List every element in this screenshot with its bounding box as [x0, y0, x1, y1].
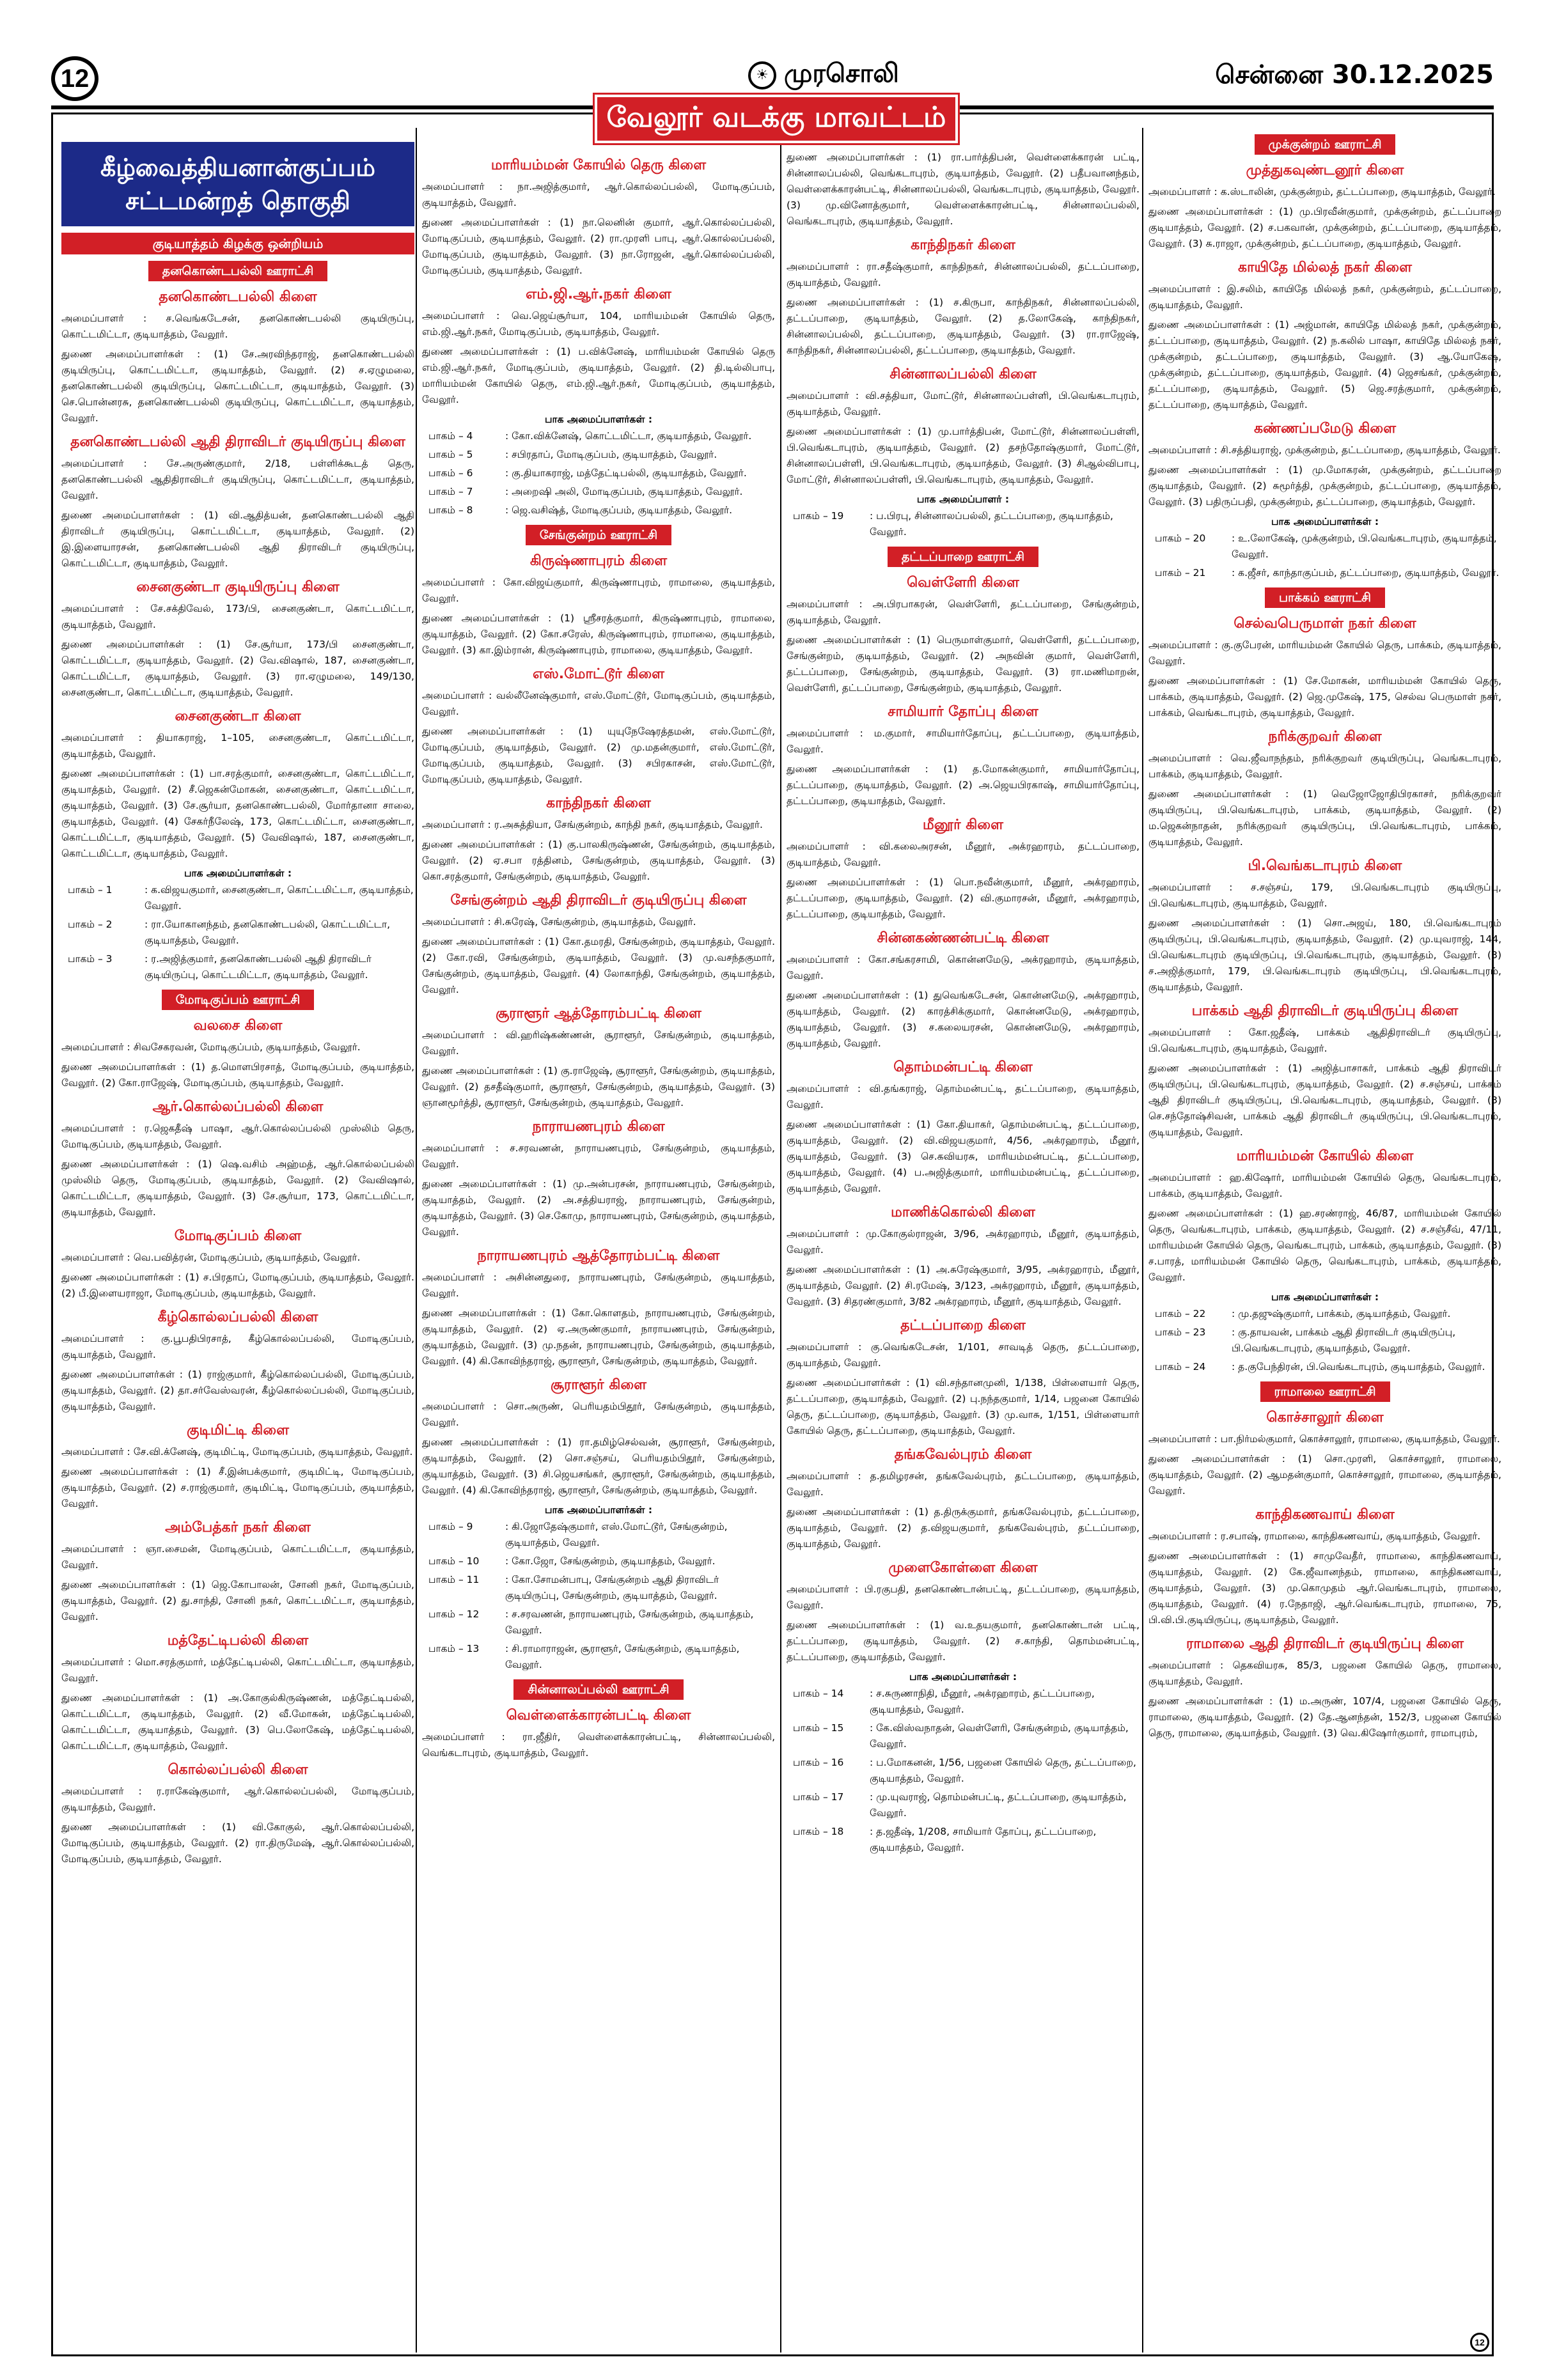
section-agent-name: : கோ.விக்னேஷ், கொட்டமிட்டா, குடியாத்தம், வேலூர்.	[505, 430, 752, 442]
organiser-entry: அமைப்பாளர் : க.ஸ்டாலின், முக்குன்றம், தட்டப்பாறை, குடியாத்தம், வேலூர்.	[1148, 186, 1496, 198]
section-agents-heading: பாக அமைப்பாளர்கள் :	[1271, 516, 1379, 527]
deputy-entry: துணை அமைப்பாளர்கள் : (1) ஹ.சரண்ராஜ், 46/87, மாரியம்மன் கோயில் தெரு, வெங்கடாபுரம், பாக்கம், குடியாத்தம், வேலூர். (2) ச.சஞ்சீவ், 47/11, மாரியம்மன் கோயில் தெரு, வெங்கடாபுரம், பாக்கம், குடியாத்தம், வேலூர். (3) ச.பாரத், மாரியம்மன் கோயில் தெரு, வெங்கடாபுரம், பாக்கம், குடியாத்தம், வேலூர்.	[1148, 1208, 1501, 1283]
deputy-entry: துணை அமைப்பாளர்கள் : (1) சாமுவேதீர், ராமாலை, காந்திகணவாய், குடியாத்தம், வேலூர். (2) கே.ஜீவானந்தம், ராமாலை, காந்திகணவாய், குடியாத்தம், வேலூர். (3) மு.கொமுதம் ஆர்.வெங்கடாபுரம், ராமாலை, குடியாத்தம், வேலூர். (4) ர.நேதாஜி, ஆர்.வெங்கடாபுரம், ராமாலை, 75, பி.வி.பி.குடியிருப்பு, குடியாத்தம், வேலூர்.	[1148, 1550, 1501, 1626]
panchayat-heading: ராமாலை ஊராட்சி	[1148, 1381, 1501, 1402]
branch-heading: சேங்குன்றம் ஆதி திராவிடர் குடியிருப்பு கிளை	[450, 892, 747, 908]
branch-heading: சைனகுண்டா கிளை	[175, 708, 301, 724]
section-agent-name: : கி.ஜோதேஷ்குமார், எஸ்.மோட்டூர், சேங்குன்றம், குடியாத்தம், வேலூர்.	[505, 1521, 728, 1548]
branch-heading: தட்டப்பாறை கிளை	[900, 1318, 1026, 1334]
footer-page-number: 12	[1470, 2333, 1489, 2352]
section-agent-name: : சி.ராமாராஜன், சூராளூர், சேங்குன்றம், குடியாத்தம், வேலூர்.	[505, 1643, 740, 1670]
organiser-entry: அமைப்பாளர் : கு.வெங்கடேசன், 1/101, சாவடித் தெரு, தட்டப்பாறை, குடியாத்தம், வேலூர்.	[787, 1341, 1140, 1369]
branch-heading: மீனூர் கிளை	[923, 817, 1003, 833]
section-number: பாகம் – 9	[428, 1521, 473, 1532]
deputy-entry: துணை அமைப்பாளர்கள் : (1) அஜித்பாசாகர், பாக்கம் ஆதி திராவிடர் குடியிருப்பு, பி.வெங்கடாபுரம், குடியாத்தம், வேலூர். (2) ச.சஞ்சய், பாக்கம் ஆதி திராவிடர் குடியிருப்பு, பி.வெங்கடாபுரம், குடியாத்தம், வேலூர். (3) செ.சந்தோஷ்சிவன், பாக்கம் ஆதி திராவிடர் குடியிருப்பு, பி.வெங்கடாபுரம், குடியாத்தம், வேலூர்.	[1148, 1062, 1501, 1138]
section-number: பாகம் – 16	[793, 1757, 844, 1768]
branch-heading: காந்திகணவாய் கிளை	[1255, 1507, 1395, 1523]
section-agent-row	[1148, 1325, 1501, 1357]
section-number: பாகம் – 10	[428, 1555, 480, 1567]
section-number: பாகம் – 15	[793, 1722, 844, 1734]
section-number: பாகம் – 6	[428, 467, 473, 479]
section-agent-row	[1148, 565, 1501, 581]
branch-heading: தொம்மன்பட்டி கிளை	[893, 1059, 1033, 1075]
organiser-entry: அமைப்பாளர் : வி.தங்கராஜ், தொம்மன்பட்டி, தட்டப்பாறை, குடியாத்தம், வேலூர்.	[787, 1083, 1140, 1110]
deputy-entry: துணை அமைப்பாளர்கள் : (1) பொ.நவீன்குமார், மீனூர், அக்ரஹாரம், தட்டப்பாறை, குடியாத்தம், வேலூர். (2) வி.குமாரசன், மீனூர், அக்ரஹாரம், தட்டப்பாறை, குடியாத்தம், வேலூர்.	[787, 876, 1140, 920]
section-number: பாகம் – 2	[68, 919, 113, 930]
deputy-entry: துணை அமைப்பாளர்கள் : (1) த.மொளபிரசாத், மோடிகுப்பம், குடியாத்தம், வேலூர். (2) கோ.ராஜேஷ், மோடிகுப்பம், குடியாத்தம், வேலூர்.	[61, 1061, 414, 1089]
deputy-entry: துணை அமைப்பாளர்கள் : (1) ஷெ.வசிம் அஹ்மத், ஆர்.கொல்லப்பல்லி முஸ்லிம் தெரு, மோடிகுப்பம், குடியாத்தம், வேலூர். (2) வேவிஷால், கொட்டமிட்டா, குடியாத்தம், வேலூர். (3) சே.சூர்யா, 173, கொட்டமிட்டா, குடியாத்தம், வேலூர்.	[61, 1158, 414, 1218]
organiser-entry: அமைப்பாளர் : வெ.ஜெய்சூர்யா, 104, மாரியம்மன் கோயில் தெரு, எம்.ஜி.ஆர்.நகர், மோடிகுப்பம், குடியாத்தம், வேலூர்.	[422, 310, 775, 338]
organiser-entry: அமைப்பாளர் : சே.சக்திவேல், 173/பி, சைனகுண்டா, கொட்டமிட்டா, குடியாத்தம், வேலூர்.	[61, 603, 414, 630]
section-number: பாகம் – 4	[428, 430, 473, 442]
panchayat-heading: முக்குன்றம் ஊராட்சி	[1148, 134, 1501, 155]
organiser-entry: அமைப்பாளர் : ச.சஞ்சய், 179, பி.வெங்கடாபுரம் குடியிருப்பு, பி.வெங்கடாபுரம், குடியாத்தம், வேலூர்.	[1148, 882, 1501, 909]
section-agent-name: : ப.மோகனன், 1/56, பஜனை கோயில் தெரு, தட்டப்பாறை, குடியாத்தம், வேலூர்.	[870, 1757, 1136, 1784]
organiser-entry: அமைப்பாளர் : வெ.பவித்ரன், மோடிகுப்பம், குடியாத்தம், வேலூர்.	[61, 1252, 361, 1263]
branch-heading: வெள்ளைக்காரன்பட்டி கிளை	[506, 1707, 691, 1723]
branch-heading: தனகொண்டபல்லி கிளை	[159, 289, 317, 305]
section-agent-row	[787, 1720, 1140, 1752]
organiser-entry: அமைப்பாளர் : சே.வி.க்னேஷ், குடிமிட்டி, மோடிகுப்பம், குடியாத்தம், வேலூர்.	[61, 1446, 413, 1458]
section-agent-row	[1148, 1306, 1501, 1322]
column-divider	[416, 128, 417, 2353]
section-agent-name: : த.குபேந்திரன், பி.வெங்கடாபுரம், குடியாத்தம், வேலூர்.	[1232, 1361, 1485, 1373]
branch-heading: ராமாலை ஆதி திராவிடர் குடியிருப்பு கிளை	[1186, 1636, 1464, 1652]
section-agents-list	[1148, 531, 1501, 581]
organiser-entry: அமைப்பாளர் : ம.குமார், சாமியார்தோப்பு, தட்டப்பாறை, குடியாத்தம், வேலூர்.	[787, 727, 1140, 755]
panchayat-heading: தனகொண்டபல்லி ஊராட்சி	[61, 261, 414, 281]
section-number: பாகம் – 12	[428, 1608, 480, 1620]
organiser-entry: அமைப்பாளர் : அசின்னதுரை, நாராயணபுரம், சேங்குன்றம், குடியாத்தம், வேலூர்.	[422, 1272, 775, 1299]
deputy-entry: துணை அமைப்பாளர்கள் : (1) த.திருக்குமார், தங்கவேல்புரம், தட்டப்பாறை, குடியாத்தம், வேலூர். (2) த.விஜயகுமார், தங்கவேல்புரம், தட்டப்பாறை, குடியாத்தம், வேலூர்.	[787, 1506, 1140, 1550]
branch-heading: தங்கவேல்புரம் கிளை	[894, 1447, 1032, 1463]
section-agent-name: : ஜெ.வசிஷ்த், மோடிகுப்பம், குடியாத்தம், வேலூர்.	[505, 504, 733, 516]
section-agent-name: : கு.தாயவன், பாக்கம் ஆதி திராவிடர் குடியிருப்பு, பி.வெங்கடாபுரம், குடியாத்தம், வேலூர்.	[1232, 1326, 1456, 1354]
branch-heading: ஆர்.கொல்லப்பல்லி கிளை	[152, 1099, 324, 1115]
branch-heading: மாரியம்மன் கோயில் தெரு கிளை	[490, 157, 707, 173]
organiser-entry: அமைப்பாளர் : இ.சலிம், காயிதே மில்லத் நகர், முக்குன்றம், தட்டப்பாறை, குடியாத்தம், வேலூர்.	[1148, 283, 1501, 311]
organiser-entry: அமைப்பாளர் : வெ.ஜீவாநந்தம், நரிக்குறவர் குடியிருப்பு, வெங்கடாபுரம், பாக்கம், குடியாத்தம், வேலூர்.	[1148, 752, 1501, 780]
section-number: பாகம் – 19	[793, 510, 844, 522]
section-agents-list	[422, 1519, 775, 1673]
section-number: பாகம் – 5	[428, 449, 473, 460]
deputy-entry: துணை அமைப்பாளர்கள் : (1) கோ.கொளதம், நாராயணபுரம், சேங்குன்றம், குடியாத்தம், வேலூர். (2) ஏ.அருண்குமார், நாராயணபுரம், சேங்குன்றம், குடியாத்தம், வேலூர். (3) மு.நதன், நாராயணபுரம், சேங்குன்றம், குடியாத்தம், வேலூர். (4) கி.கோவிந்தராஜ், சூராளூர், சேங்குன்றம், குடியாத்தம், வேலூர்.	[422, 1307, 775, 1367]
section-agents-list	[61, 882, 414, 983]
branch-heading: சின்னகண்ணன்பட்டி கிளை	[877, 930, 1049, 946]
section-agent-name: : கோ.ஜோ, சேங்குன்றம், குடியாத்தம், வேலூர்.	[505, 1555, 716, 1567]
branch-heading: கொல்லப்பல்லி கிளை	[168, 1762, 308, 1778]
panchayat-heading: மோடிகுப்பம் ஊராட்சி	[61, 990, 414, 1010]
deputy-entry: துணை அமைப்பாளர்கள் : (1) ச.பிரதாப், மோடிகுப்பம், குடியாத்தம், வேலூர். (2) பீ.இளையராஜா, மோடிகுப்பம், குடியாத்தம், வேலூர்.	[61, 1272, 414, 1299]
organiser-entry: அமைப்பாளர் : வி.சத்தியா, மோட்டூர், சின்னாலப்பள்ளி, பி.வெங்கடாபுரம், குடியாத்தம், வேலூர்.	[787, 390, 1140, 417]
section-agents-list	[787, 1686, 1140, 1856]
organiser-entry: அமைப்பாளர் : ர.ஜெகதீஷ் பாஷா, ஆர்.கொல்லப்பல்லி முஸ்லிம் தெரு, மோடிகுப்பம், குடியாத்தம், வேலூர்.	[61, 1123, 414, 1150]
deputy-entry: துணை அமைப்பாளர்கள் : (1) பெருமாள்குமார், வெள்ளேரி, தட்டப்பாறை, சேங்குன்றம், குடியாத்தம், வேலூர். (2) அநவின் குமார், வெள்ளேரி, தட்டப்பாறை, சேங்குன்றம், குடியாத்தம், வேலூர். (3) ரா.மணிமாறன், வெள்ளேரி, தட்டப்பாறை, சேங்குன்றம், குடியாத்தம், வேலூர்.	[787, 634, 1140, 694]
section-number: பாகம் – 18	[793, 1826, 844, 1837]
section-agent-name: : ச.சரவணன், நாராயணபுரம், சேங்குன்றம், குடியாத்தம், வேலூர்.	[505, 1608, 754, 1636]
organiser-entry: அமைப்பாளர் : தியாகராஜ், 1–105, சைனகுண்டா, கொட்டமிட்டா, குடியாத்தம், வேலூர்.	[61, 732, 414, 759]
section-agent-row	[422, 1606, 775, 1638]
section-number: பாகம் – 3	[68, 953, 113, 965]
branch-heading: மத்தேட்டிபல்லி கிளை	[167, 1633, 309, 1649]
section-number: பாகம் – 21	[1155, 567, 1206, 579]
organiser-entry: அமைப்பாளர் : ச.வெங்கடேசன், தனகொண்டபல்லி குடியிருப்பு, கொட்டமிட்டா, குடியாத்தம், வேலூர்.	[61, 313, 414, 340]
section-agent-row	[422, 1572, 775, 1604]
panchayat-heading: பாக்கம் ஊராட்சி	[1148, 587, 1501, 608]
section-agent-name: : கே.விஸ்வநாதன், வெள்ளேரி, சேங்குன்றம், குடியாத்தம், வேலூர்.	[870, 1722, 1129, 1750]
branch-heading: நரிக்குறவர் கிளை	[1268, 729, 1382, 745]
deputy-entry: துணை அமைப்பாளர்கள் : (1) த.மோகன்குமார், சாமியார்தோப்பு, தட்டப்பாறை, குடியாத்தம், வேலூர். (2) அ.ஜெயபிரகாஷ், சாமியார்தோப்பு, தட்டப்பாறை, குடியாத்தம், வேலூர்.	[787, 763, 1140, 807]
column-3	[787, 132, 1140, 1858]
edition-date: சென்னை 30.12.2025	[1215, 60, 1494, 89]
branch-heading: அம்பேத்கர் நகர் கிளை	[165, 1520, 311, 1536]
section-number: பாகம் – 11	[428, 1574, 480, 1585]
section-agent-row	[422, 447, 775, 463]
panchayat-heading: தட்டப்பாறை ஊராட்சி	[787, 547, 1140, 567]
organiser-entry: அமைப்பாளர் : கோ.ஜதீஷ், பாக்கம் ஆதிதிராவிடர் குடியிருப்பு, பி.வெங்கடாபுரம், குடியாத்தம், வேலூர்.	[1148, 1027, 1501, 1054]
organiser-entry: அமைப்பாளர் : வி.ஹரிஷ்கண்ணன், சூராளூர், சேங்குன்றம், குடியாத்தம், வேலூர்.	[422, 1029, 775, 1057]
organiser-entry: அமைப்பாளர் : நா.அஜித்குமார், ஆர்.கொல்லப்பல்லி, மோடிகுப்பம், குடியாத்தம், வேலூர்.	[422, 181, 775, 208]
deputy-entry: துணை அமைப்பாளர்கள் : (1) மு.பார்த்திபன், மோட்டூர், சின்னாலப்பள்ளி, பி.வெங்கடாபுரம், குடியாத்தம், வேலூர். (2) தசந்தோஷ்குமார், மோட்டூர், சின்னாலப்பள்ளி, பி.வெங்கடாபுரம், குடியாத்தம், வேலூர். (3) சிஆல்விபாபு, மோட்டூர், சின்னாலப்பள்ளி, பி.வெங்கடாபுரம், குடியாத்தம், வேலூர்.	[787, 426, 1140, 485]
section-agent-name: : ச.சுருணாநிதி, மீனூர், அக்ரஹாரம், தட்டப்பாறை, குடியாத்தம், வேலூர்.	[870, 1688, 1095, 1715]
deputy-entry: துணை அமைப்பாளர்கள் : (1) ஸ்ரீசரத்குமார், கிருஷ்ணாபுரம், ராமாலை, குடியாத்தம், வேலூர். (2) கோ.சரேஸ், கிருஷ்ணாபுரம், ராமாலை, குடியாத்தம், வேலூர். (3) கா.இம்ரான், கிருஷ்ணாபுரம், ராமாலை, குடியாத்தம், வேலூர்.	[422, 612, 775, 656]
section-agent-row	[422, 428, 775, 444]
section-number: பாகம் – 14	[793, 1688, 844, 1699]
deputy-entry: துணை அமைப்பாளர்கள் : (1) கோ.தியாகர், தொம்மன்பட்டி, தட்டப்பாறை, குடியாத்தம், வேலூர். (2) வி.விஜயகுமார், 4/56, அக்ரஹாரம், மீனூர், குடியாத்தம், வேலூர். (3) செ.கவியரசு, மாரியம்மன்பட்டி, தட்டப்பாறை, குடியாத்தம், வேலூர். (4) ப.அஜித்குமார், மாரியம்மன்பட்டி, தட்டப்பாறை, குடியாத்தம், வேலூர்.	[787, 1119, 1140, 1194]
branch-heading: தனகொண்டபல்லி ஆதி திராவிடர் குடியிருப்பு கிளை	[70, 434, 405, 450]
column-1	[61, 142, 414, 1871]
section-agent-row	[787, 1824, 1140, 1856]
section-agent-name: : ப.பிரபு, சின்னாலப்பல்லி, தட்டப்பாறை, குடியாத்தம், வேலூர்.	[870, 510, 1113, 538]
deputy-entry: துணை அமைப்பாளர்கள் : (1) ம.அருண், 107/4, பஜனை கோயில் தெரு, ராமாலை, குடியாத்தம், வேலூர். (2) தே.ஆனந்தன், 152/3, பஜனை கோயில் தெரு, ராமாலை, குடியாத்தம், வேலூர். (3) வெ.கிஷோர்குமார், ராமாபுரம்,	[1148, 1695, 1501, 1739]
branch-heading: நாராயணபுரம் ஆத்தோரம்பட்டி கிளை	[477, 1248, 720, 1264]
section-agents-heading: பாக அமைப்பாளர்கள் :	[544, 1504, 653, 1516]
section-agents-heading: பாக அமைப்பாளர்கள் :	[1271, 1291, 1379, 1303]
organiser-entry: அமைப்பாளர் : மொ.சரத்குமார், மத்தேட்டிபல்லி, கொட்டமிட்டா, குடியாத்தம், வேலூர்.	[61, 1656, 414, 1684]
section-agent-name: : கோ.சோமன்பாபு, சேங்குன்றம் ஆதி திராவிடர் குடியிருப்பு, சேங்குன்றம், குடியாத்தம், வேலூர்.	[505, 1574, 719, 1601]
section-agent-name: : த.ஜதீஷ், 1/208, சாமியார் தோப்பு, தட்டப்பாறை, குடியாத்தம், வேலூர்.	[870, 1826, 1097, 1853]
organiser-entry: அமைப்பாளர் : சே.அருண்குமார், 2/18, பள்ளிக்கூடத் தெரு, தனகொண்டபல்லி ஆதிதிராவிடர் குடியிருப்பு, கொட்டமிட்டா, குடியாத்தம், வேலூர்.	[61, 458, 414, 501]
branch-heading: சாமியார் தோப்பு கிளை	[888, 704, 1038, 720]
organiser-entry: அமைப்பாளர் : மு.கோகுல்ராஜன், 3/96, அக்ரஹாரம், மீனூர், குடியாத்தம், வேலூர்.	[787, 1228, 1140, 1256]
organiser-entry: அமைப்பாளர் : சொ.அருண், பெரியதம்பிதூர், சேங்குன்றம், குடியாத்தம், வேலூர்.	[422, 1401, 775, 1428]
deputy-entry: துணை அமைப்பாளர்கள் : (1) அஜ்மான், காயிதே மில்லத் நகர், முக்குன்றம், தட்டப்பாறை, குடியாத்தம், வேலூர். (2) ந.கலில் பாஷா, காயிதே மில்லத் நகர், முக்குன்றம், தட்டப்பாறை, குடியாத்தம், வேலூர். (3) ஆ.யோகேஷ், முக்குன்றம், தட்டப்பாறை, குடியாத்தம், வேலூர். (4) ஜெசங்கர், முக்குன்றம், தட்டப்பாறை, குடியாத்தம், வேலூர். (5) ஜெ.சரத்குமார், முக்குன்றம், தட்டப்பாறை, குடியாத்தம், வேலூர்.	[1148, 319, 1501, 410]
column-2	[422, 132, 775, 1765]
section-agent-row	[422, 484, 775, 500]
section-agent-row	[787, 508, 1140, 540]
section-agent-row	[787, 1789, 1140, 1821]
deputy-entry: துணை அமைப்பாளர்கள் : (1) அ.கோகுல்கிருஷ்ணன், மத்தேட்டிபல்லி, கொட்டமிட்டா, குடியாத்தம், வேலூர். (2) வீ.மோகன், மத்தேட்டிபல்லி, கொட்டமிட்டா, குடியாத்தம், வேலூர். (3) பெ.லோகேஷ், மத்தேட்டிபல்லி, கொட்டமிட்டா, குடியாத்தம், வேலூர்.	[61, 1692, 414, 1752]
section-agent-row	[422, 1641, 775, 1673]
section-agents-heading: பாக அமைப்பாளர்கள் :	[184, 867, 292, 879]
branch-heading: சின்னாலப்பல்லி கிளை	[889, 366, 1037, 382]
deputy-entry: துணை அமைப்பாளர்கள் : (1) சொ.முரளி, கொச்சாலூர், ராமாலை, குடியாத்தம், வேலூர். (2) ஆமதன்குமார், கொச்சாலூர், ராமாலை, குடியாத்தம், வேலூர்.	[1148, 1453, 1501, 1497]
union-heading: குடியாத்தம் கிழக்கு ஒன்றியம்	[61, 233, 414, 254]
section-agent-name: : மு.யுவராஜ், தொம்மன்பட்டி, தட்டப்பாறை, குடியாத்தம், வேலூர்.	[870, 1791, 1127, 1819]
section-agent-row	[422, 502, 775, 518]
deputy-entry: துணை அமைப்பாளர்கள் : (1) சே.மோகன், மாரியம்மன் கோயில் தெரு, பாக்கம், குடியாத்தம், வேலூர். (2) ஜெ.முகேஷ், 175, செல்வ பெருமாள் நகர், பாக்கம், வெங்கடாபுரம், குடியாத்தம், வேலூர்.	[1148, 675, 1501, 719]
deputy-entry: துணை அமைப்பாளர்கள் : (1) மு.பிரவீன்குமார், முக்குன்றம், தட்டப்பாறை குடியாத்தம், வேலூர். (2) ச.பகவான், முக்குன்றம், தட்டப்பாறை, குடியாத்தம், வேலூர். (3) சு.ராஜா, முக்குன்றம், தட்டப்பாறை, குடியாத்தம், வேலூர்.	[1148, 206, 1501, 249]
section-number: பாகம் – 22	[1155, 1308, 1206, 1319]
deputy-entry: துணை அமைப்பாளர்கள் : (1) அ.சுரேஷ்குமார், 3/95, அக்ரஹாரம், மீனூர், குடியாத்தம், வேலூர். (2) சி.ரமேஷ், 3/123, அக்ரஹாரம், மீனூர், குடியாத்தம், வேலூர். (3) சிதரண்குமார், 3/82 அக்ரஹாரம், மீனூர், குடியாத்தம், வேலூர்.	[787, 1264, 1140, 1307]
organiser-entry: அமைப்பாளர் : கு.குபேரன், மாரியம்மன் கோயில் தெரு, பாக்கம், குடியாத்தம், வேலூர்.	[1148, 639, 1501, 667]
branch-heading: நாராயணபுரம் கிளை	[532, 1119, 665, 1135]
organiser-entry: அமைப்பாளர் : சி.சுரேஷ், சேங்குன்றம், குடியாத்தம், வேலூர்.	[422, 916, 696, 928]
section-agent-row	[61, 882, 414, 914]
section-agent-row	[787, 1686, 1140, 1718]
section-agents-heading: பாக அமைப்பாளர் :	[916, 494, 1010, 505]
branch-heading: கீழ்கொல்லப்பல்லி கிளை	[157, 1309, 318, 1325]
organiser-entry: அமைப்பாளர் : ச.சரவணன், நாராயணபுரம், சேங்குன்றம், குடியாத்தம், வேலூர்.	[422, 1142, 775, 1170]
branch-heading: வலசை கிளை	[193, 1018, 283, 1034]
organiser-entry: அமைப்பாளர் : கோ.சங்கரசாமி, கொன்னமேடு, அக்ரஹாரம், குடியாத்தம், வேலூர்.	[787, 954, 1140, 981]
deputy-entry: துணை அமைப்பாளர்கள் : (1) யுயுநேஷேரத்தமன், எஸ்.மோட்டூர், மோடிகுப்பம், குடியாத்தம், வேலூர். (2) மு.மதன்குமார், எஸ்.மோட்டூர், மோடிகுப்பம், குடியாத்தம், வேலூர். (3) சபிரகாசன், எஸ்.மோட்டூர், மோடிகுப்பம், குடியாத்தம், வேலூர்.	[422, 726, 775, 785]
branch-heading: காந்திநகர் கிளை	[546, 795, 651, 811]
section-agent-row	[1148, 531, 1501, 563]
deputy-entry: துணை அமைப்பாளர்கள் : (1) சொ.அஜய், 180, பி.வெங்கடாபுரம் குடியிருப்பு, பி.வெங்கடாபுரம், குடியாத்தம், வேலூர். (2) மு.யுவராஜ், 144, பி.வெங்கடாபுரம் குடியிருப்பு, பி.வெங்கடாபுரம், குடியாத்தம், வேலூர். (3) ச.அஜித்குமார், 179, பி.வெங்கடாபுரம் குடியிருப்பு, பி.வெங்கடாபுரம், குடியாத்தம், வேலூர்.	[1148, 917, 1501, 993]
column-divider	[1142, 128, 1143, 2353]
sun-logo-icon: ☀	[748, 61, 776, 89]
branch-heading: எம்.ஜி.ஆர்.நகர் கிளை	[526, 286, 671, 302]
column-4	[1148, 128, 1501, 1745]
branch-heading: கண்ணப்பமேடு கிளை	[1253, 421, 1397, 437]
branch-heading: சூராளூர் கிளை	[550, 1377, 647, 1393]
branch-heading: மோடிகுப்பம் கிளை	[174, 1228, 302, 1244]
branch-heading: முத்துகவுண்டனூர் கிளை	[1246, 162, 1404, 178]
section-number: பாகம் – 8	[428, 504, 473, 516]
section-agent-row	[787, 1755, 1140, 1787]
section-agent-name: : உ.லோகேஷ், முக்குன்றம், பி.வெங்கடாபுரம், குடியாத்தம், வேலூர்.	[1232, 533, 1497, 560]
section-agent-row	[61, 917, 414, 949]
branch-heading: குடிமிட்டி கிளை	[187, 1422, 289, 1438]
organiser-entry: அமைப்பாளர் : வி.கலைஅரசன், மீனூர், அக்ரஹாரம், தட்டப்பாறை, குடியாத்தம், வேலூர்.	[787, 841, 1140, 868]
branch-heading: பி.வெங்கடாபுரம் கிளை	[1248, 858, 1402, 874]
branch-heading: பாக்கம் ஆதி திராவிடர் குடியிருப்பு கிளை	[1191, 1003, 1459, 1019]
branch-heading: முளைகோள்ளை கிளை	[888, 1560, 1038, 1576]
district-banner: வேலூர் வடக்கு மாவட்டம்	[595, 95, 958, 143]
organiser-entry: அமைப்பாளர் : ர.சபாஷ், ராமாலை, காந்திகணவாய், குடியாத்தம், வேலூர்.	[1148, 1530, 1481, 1542]
deputy-entry: துணை அமைப்பாளர்கள் : (1) கு.ராஜேஷ், சூராளூர், சேங்குன்றம், குடியாத்தம், வேலூர். (2) தசதீஷ்குமார், சூராளூர், சேங்குன்றம், குடியாத்தம், வேலூர். (3) ஞானமூர்த்தி, சூராளூர், சேங்குன்றம், குடியாத்தம், வேலூர்.	[422, 1065, 775, 1108]
deputy-entry: துணை அமைப்பாளர்கள் : (1) ரா.பார்த்திபன், வெள்ளைக்காரன் பட்டி, சின்னாலப்பல்லி, வெங்கடாபுரம், குடியாத்தம், வேலூர். (2) பதீபவானந்தம், வெள்ளைக்காரன்பட்டி, சின்னாலப்பல்லி, வெங்கடாபுரம், குடியாத்தம், வேலூர். (3) மு.வினோத்குமார், வெள்ளைக்காரன்பட்டி, சின்னாலப்பல்லி, வெங்கடாபுரம், குடியாத்தம், வேலூர்.	[787, 152, 1140, 227]
deputy-entry: துணை அமைப்பாளர்கள் : (1) கு.பாலகிருஷ்ணன், சேங்குன்றம், குடியாத்தம், வேலூர். (2) ஏ.சபா ரத்தினம், சேங்குன்றம், குடியாத்தம், வேலூர். (3) கொ.சரத்குமார், சேங்குன்றம், குடியாத்தம், வேலூர்.	[422, 839, 775, 882]
section-agent-name: : க.ஜீசர், காந்தாகுப்பம், தட்டப்பாறை, குடியாத்தம், வேலூர்.	[1232, 567, 1500, 579]
section-agent-row	[422, 1553, 775, 1569]
deputy-entry: துணை அமைப்பாளர்கள் : (1) சே.சூர்யா, 173/பி சைனகுண்டா, கொட்டமிட்டா, குடியாத்தம், வேலூர். (2) வே.விஷால், 187, சைனகுண்டா, கொட்டமிட்டா, குடியாத்தம், வேலூர். (3) ரா.ஏழுமலை, 149/130, சைனகுண்டா, கொட்டமிட்டா, குடியாத்தம், வேலூர்.	[61, 639, 414, 698]
section-agent-row	[1148, 1359, 1501, 1375]
section-agent-name: : சபிரதாப், மோடிகுப்பம், குடியாத்தம், வேலூர்.	[505, 449, 717, 460]
organiser-entry: அமைப்பாளர் : ர.அசுத்தியா, சேங்குன்றம், காந்தி நகர், குடியாத்தம், வேலூர்.	[422, 819, 763, 830]
branch-heading: கொச்சாலூர் கிளை	[1266, 1410, 1384, 1426]
organiser-entry: அமைப்பாளர் : அ.பிரபாகரன், வெள்ளேரி, தட்டப்பாறை, சேங்குன்றம், குடியாத்தம், வேலூர்.	[787, 598, 1140, 626]
branch-heading: காயிதே மில்லத் நகர் கிளை	[1238, 260, 1412, 276]
section-agents-heading: பாக அமைப்பாளர்கள் :	[909, 1671, 1017, 1683]
section-agent-name: : ரா.யோகானந்தம், தனகொண்டபல்லி, கொட்டமிட்டா, குடியாத்தம், வேலூர்.	[145, 919, 390, 946]
deputy-entry: துணை அமைப்பாளர்கள் : (1) ரா.தமிழ்செல்வன், சூராளூர், சேங்குன்றம், குடியாத்தம், வேலூர். (2) சொ.சஞ்சய், பெரியதம்பிதூர், சேங்குன்றம், குடியாத்தம், வேலூர். (3) சி.ஜெயசங்கர், சூராளூர், சேங்குன்றம், குடியாத்தம், வேலூர். (4) கி.கோவிந்தராஜ், சூராளூர், சேங்குன்றம், குடியாத்தம், வேலூர்.	[422, 1436, 775, 1496]
paper-name: முரசொலி	[784, 59, 899, 88]
deputy-entry: துணை அமைப்பாளர்கள் : (1) வி.கோகுல், ஆர்.கொல்லப்பல்லி, மோடிகுப்பம், குடியாத்தம், வேலூர். (2) ரா.திருமேஷ், ஆர்.கொல்லப்பல்லி, மோடிகுப்பம், குடியாத்தம், வேலூர்.	[61, 1821, 414, 1865]
deputy-entry: துணை அமைப்பாளர்கள் : (1) சீ.இன்பக்குமார், குடிமிட்டி, மோடிகுப்பம், குடியாத்தம், வேலூர். (2) ச.ராஜ்குமார், குடிமிட்டி, மோடிகுப்பம், குடியாத்தம், வேலூர்.	[61, 1466, 414, 1509]
deputy-entry: துணை அமைப்பாளர்கள் : (1) ச.கிருபா, காந்திநகர், சின்னாலப்பல்லி, தட்டப்பாறை, குடியாத்தம், வேலூர். (2) த.லோகேஷ், காந்திநகர், சின்னாலப்பல்லி, தட்டப்பாறை, குடியாத்தம், வேலூர். (3) ரா.ராஜேஷ், காந்திநகர், சின்னாலப்பல்லி, தட்டப்பாறை, குடியாத்தம், வேலூர்.	[787, 297, 1140, 356]
organiser-entry: அமைப்பாளர் : தெகவியரசு, 85/3, பஜனை கோயில் தெரு, ராமாலை, குடியாத்தம், வேலூர்.	[1148, 1660, 1501, 1687]
section-agent-row	[61, 951, 414, 983]
branch-heading: வெள்ளேரி கிளை	[907, 575, 1019, 591]
organiser-entry: அமைப்பாளர் : ரா.ஜீதிர், வெள்ளைக்காரன்பட்டி, சின்னாலப்பல்லி, வெங்கடாபுரம், குடியாத்தம், வேலூர்.	[422, 1731, 775, 1759]
deputy-entry: துணை அமைப்பாளர்கள் : (1) துவெங்கடேசன், கொன்னமேடு, அக்ரஹாரம், குடியாத்தம், வேலூர். (2) காரத்சிக்குமார், கொன்னமேடு, அக்ரஹாரம், குடியாத்தம், வேலூர். (3) ச.கலையரசன், கொன்னமேடு, அக்ரஹாரம், குடியாத்தம், வேலூர்.	[787, 990, 1140, 1049]
section-number: பாகம் – 20	[1155, 533, 1206, 544]
section-agents-list	[787, 508, 1140, 540]
organiser-entry: அமைப்பாளர் : பி.ரகுபதி, தனகொண்டான்பட்டி, தட்டப்பாறை, குடியாத்தம், வேலூர்.	[787, 1583, 1140, 1611]
section-agent-name: : ர.அஜித்குமார், தனகொண்டபல்லி ஆதி திராவிடர் குடியிருப்பு, கொட்டமிட்டா, குடியாத்தம், வேலூர்.	[145, 953, 372, 981]
deputy-entry: துணை அமைப்பாளர்கள் : (1) கோ.தமரதி, சேங்குன்றம், குடியாத்தம், வேலூர். (2) கோ.ரவி, சேங்குன்றம், குடியாத்தம், வேலூர். (3) மு.வசந்தகுமார், சேங்குன்றம், குடியாத்தம், வேலூர். (4) லோகாந்தி, சேங்குன்றம், குடியாத்தம், வேலூர்.	[422, 936, 775, 995]
section-agent-name: : க.விஜயகுமார், சைனகுண்டா, கொட்டமிட்டா, குடியாத்தம், வேலூர்.	[145, 884, 414, 912]
branch-heading: மாரியம்மன் கோயில் கிளை	[1236, 1148, 1414, 1164]
organiser-entry: அமைப்பாளர் : ஞா.சைமன், மோடிகுப்பம், கொட்டமிட்டா, குடியாத்தம், வேலூர்.	[61, 1543, 414, 1571]
organiser-entry: அமைப்பாளர் : கு.பூபதிபிரசாத், கீழ்கொல்லப்பல்லி, மோடிகுப்பம், குடியாத்தம், வேலூர்.	[61, 1333, 414, 1360]
branch-heading: காந்திநகர் கிளை	[911, 237, 1015, 253]
deputy-entry: துணை அமைப்பாளர்கள் : (1) நா.லெனின் குமார், ஆர்.கொல்லப்பல்லி, மோடிகுப்பம், குடியாத்தம், வேலூர். (2) ரா.முரளி பாபு, ஆர்.கொல்லப்பல்லி, மோடிகுப்பம், குடியாத்தம், வேலூர். (3) நா.ரோஜன், ஆர்.கொல்லப்பல்லி, மோடிகுப்பம், குடியாத்தம், வேலூர்.	[422, 217, 775, 276]
organiser-entry: அமைப்பாளர் : கோ.விஜய்குமார், கிருஷ்ணாபுரம், ராமாலை, குடியாத்தம், வேலூர்.	[422, 577, 775, 604]
section-number: பாகம் – 1	[68, 884, 113, 896]
organiser-entry: அமைப்பாளர் : வல்லீனேஷ்குமார், எஸ்.மோட்டூர், மோடிகுப்பம், குடியாத்தம், வேலூர்.	[422, 690, 775, 717]
section-number: பாகம் – 24	[1155, 1361, 1206, 1373]
deputy-entry: துணை அமைப்பாளர்கள் : (1) ப.விக்னேஷ், மாரியம்மன் கோயில் தெரு எம்.ஜி.ஆர்.நகர், மோடிகுப்பம், குடியாத்தம், வேலூர். (2) தி.டில்லிபாபு, மாரியம்மன் கோயில் தெரு, எம்.ஜி.ஆர்.நகர், மோடிகுப்பம், குடியாத்தம், வேலூர்.	[422, 346, 775, 405]
deputy-entry: துணை அமைப்பாளர்கள் : (1) பா.சரத்குமார், சைனகுண்டா, கொட்டமிட்டா, குடியாத்தம், வேலூர். (2) சீ.ஜெகன்மோகன், சைனகுண்டா, கொட்டமிட்டா, குடியாத்தம், வேலூர். (3) சே.சூர்யா, தனகொண்டபல்லி, மோர்தானா சாலை, குடியாத்தம், வேலூர். (4) சேகர்நீலேஷ், 173, கொட்டமிட்டா, சைனகுண்டா, கொட்டமிட்டா, குடியாத்தம், வேலூர். (5) வேவிஷால், 187, சைனகுண்டா, கொட்டமிட்டா, குடியாத்தம், வேலூர்.	[61, 768, 414, 859]
section-agent-name: : கு.தியாகராஜ், மத்தேட்டிபல்லி, குடியாத்தம், வேலூர்.	[505, 467, 747, 479]
section-agent-name: : அறைஷி அலி, மோடிகுப்பம், குடியாத்தம், வேலூர்.	[505, 486, 743, 497]
deputy-entry: துணை அமைப்பாளர்கள் : (1) மு.மோகரன், முக்குன்றம், தட்டப்பாறை குடியாத்தம், வேலூர். (2) சுமூர்த்தி, முக்குன்றம், தட்டப்பாறை, குடியாத்தம், வேலூர். (3) பதிருப்பதி, முக்குன்றம், தட்டப்பாறை, குடியாத்தம், வேலூர்.	[1148, 464, 1501, 508]
section-agents-list	[422, 428, 775, 518]
paper-title	[748, 59, 899, 91]
column-divider	[780, 128, 781, 2353]
deputy-entry: துணை அமைப்பாளர்கள் : (1) வ.உதயகுமார், தனகொண்டான் பட்டி, தட்டப்பாறை, குடியாத்தம், வேலூர். (2) ச.காந்தி, தொம்மன்பட்டி, தட்டப்பாறை, குடியாத்தம், வேலூர்.	[787, 1619, 1140, 1663]
section-agent-name: : மு.தஜுஷ்குமார், பாக்கம், குடியாத்தம், வேலூர்.	[1232, 1308, 1451, 1319]
deputy-entry: துணை அமைப்பாளர்கள் : (1) ஜெ.கோபாலன், சோனி நகர், மோடிகுப்பம், குடியாத்தம், வேலூர். (2) து.சாந்தி, சோனி நகர், கொட்டமிட்டா, குடியாத்தம், வேலூர்.	[61, 1579, 414, 1622]
deputy-entry: துணை அமைப்பாளர்கள் : (1) சே.அரவிந்தராஜ், தனகொண்டபல்லி குடியிருப்பு, கொட்டமிட்டா, குடியாத்தம், வேலூர். (2) ச.ஏழுமலை, தனகொண்டபல்லி குடியிருப்பு, கொட்டமிட்டா, குடியாத்தம், வேலூர். (3) செ.பொன்னரசு, தனகொண்டபல்லி குடியிருப்பு, கொட்டமிட்டா, குடியாத்தம், வேலூர்.	[61, 348, 414, 424]
branch-heading: எஸ்.மோட்டூர் கிளை	[532, 666, 665, 682]
deputy-entry: துணை அமைப்பாளர்கள் : (1) வி.சந்தானமுனி, 1/138, பிள்ளையார் தெரு, தட்டப்பாறை, குடியாத்தம், வேலூர். (2) பு.நந்தகுமார், 1/14, பஜனை கோயில் தெரு, தட்டப்பாறை, குடியாத்தம், வேலூர். (3) மு.வாசு, 1/151, பிள்ளையார் கோயில் தெரு, தட்டப்பாறை, குடியாத்தம், வேலூர்.	[787, 1377, 1140, 1436]
organiser-entry: அமைப்பாளர் : ர.ராகேஷ்குமார், ஆர்.கொல்லப்பல்லி, மோடிகுப்பம், குடியாத்தம், வேலூர்.	[61, 1785, 414, 1813]
section-number: பாகம் – 23	[1155, 1326, 1206, 1338]
constituency-title: கீழ்வைத்தியனான்குப்பம் சட்டமன்றத் தொகுதி	[61, 142, 414, 226]
branch-heading: சூராளூர் ஆத்தோரம்பட்டி கிளை	[496, 1006, 701, 1022]
section-agents-list	[1148, 1306, 1501, 1375]
deputy-entry: துணை அமைப்பாளர்கள் : (1) வெஜோஜோதிபிரகாசர், நரிக்குறவர் குடியிருப்பு, பி.வெங்கடாபுரம், பாக்கம், குடியாத்தம், வேலூர். (2) ம.ஜெகன்நாதன், நரிக்குறவர் குடியிருப்பு, பி.வெங்கடாபுரம், பாக்கம், குடியாத்தம், வேலூர்.	[1148, 788, 1501, 848]
organiser-entry: அமைப்பாளர் : ஹ.கிஷோர், மாரியம்மன் கோயில் தெரு, வெங்கடாபுரம், பாக்கம், குடியாத்தம், வேலூர்.	[1148, 1172, 1501, 1199]
deputy-entry: துணை அமைப்பாளர்கள் : (1) வி.ஆதித்யன், தனகொண்டபல்லி ஆதி திராவிடர் குடியிருப்பு, கொட்டமிட்டா, குடியாத்தம், வேலூர். (2) இ.இளையாரசன், தனகொண்டபல்லி ஆதி திராவிடர் குடியிருப்பு, கொட்டமிட்டா, குடியாத்தம், வேலூர்.	[61, 509, 414, 569]
section-agent-row	[422, 465, 775, 481]
section-agents-heading: பாக அமைப்பாளர்கள் :	[544, 414, 653, 425]
organiser-entry: அமைப்பாளர் : த.தமிழரசன், தங்கவேல்புரம், தட்டப்பாறை, குடியாத்தம், வேலூர்.	[787, 1470, 1140, 1498]
deputy-entry: துணை அமைப்பாளர்கள் : (1) ராஜ்குமார், கீழ்கொல்லப்பல்லி, மோடிகுப்பம், குடியாத்தம், வேலூர். (2) தா.சர்வேஸ்வரன், கீழ்கொல்லப்பல்லி, மோடிகுப்பம், குடியாத்தம், வேலூர்.	[61, 1369, 414, 1412]
deputy-entry: துணை அமைப்பாளர்கள் : (1) மு.அன்பரசன், நாராயணபுரம், சேங்குன்றம், குடியாத்தம், வேலூர். (2) அ.சத்தியராஜ், நாராயணபுரம், சேங்குன்றம், குடியாத்தம், வேலூர். (3) செ.கோமு, நாராயணபுரம், சேங்குன்றம், குடியாத்தம், வேலூர்.	[422, 1178, 775, 1238]
section-number: பாகம் – 13	[428, 1643, 480, 1654]
branch-heading: சைனகுண்டா குடியிருப்பு கிளை	[136, 579, 340, 595]
section-number: பாகம் – 7	[428, 486, 473, 497]
branch-heading: கிருஷ்ணாபுரம் கிளை	[529, 553, 668, 569]
section-agent-row	[422, 1519, 775, 1551]
branch-heading: செல்வபெருமாள் நகர் கிளை	[1234, 616, 1416, 632]
branch-heading: மாணிக்கொல்லி கிளை	[891, 1204, 1035, 1220]
page-number: 12	[51, 56, 98, 101]
organiser-entry: அமைப்பாளர் : ரா.சதீஷ்குமார், காந்திநகர், சின்னாலப்பல்லி, தட்டப்பாறை, குடியாத்தம், வேலூர்.	[787, 261, 1140, 288]
organiser-entry: அமைப்பாளர் : சிவசேகரவன், மோடிகுப்பம், குடியாத்தம், வேலூர்.	[61, 1041, 361, 1053]
section-number: பாகம் – 17	[793, 1791, 844, 1803]
panchayat-heading: சின்னாலப்பல்லி ஊராட்சி	[422, 1679, 775, 1700]
organiser-entry: அமைப்பாளர் : பா.நிர்மல்குமார், கொச்சாலூர், ராமாலை, குடியாத்தம், வேலூர்.	[1148, 1433, 1500, 1445]
panchayat-heading: சேங்குன்றம் ஊராட்சி	[422, 525, 775, 545]
organiser-entry: அமைப்பாளர் : சி.சத்தியராஜ், முக்குன்றம், தட்டப்பாறை, குடியாத்தம், வேலூர்.	[1148, 444, 1501, 456]
